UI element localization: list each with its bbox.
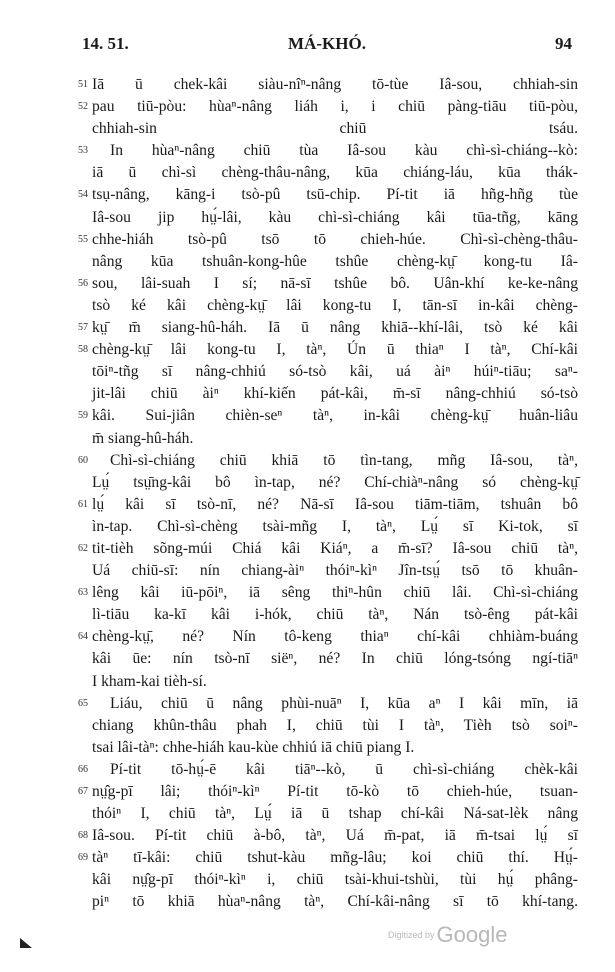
line-text: chhiah-sin chiū tsáu.	[92, 120, 578, 138]
verse-number: 67	[78, 786, 88, 797]
text-line	[78, 648, 578, 670]
line-text: tsụ-nâng, kāng-i tsò-pû tsū-chip. Pí-tit iā hñg-hñg tùe	[92, 186, 578, 204]
text-line	[78, 582, 578, 604]
verse-number: 69	[78, 852, 88, 864]
line-text: tsai lâi-tàⁿ: chhe-hiáh kau-kùe chhiú iā chiū piang I.	[92, 738, 415, 756]
line-text: jit-lâi chiū àiⁿ khí-kiến pát-kâi, m̄-sī nâng-chhiú só-tsò	[92, 385, 578, 403]
line-text: Uá chiū-sī: nín chiang-àiⁿ thóiⁿ-kìⁿ Jîn-tsṳ́ tsō tō khuân-	[92, 562, 578, 580]
text-line	[78, 869, 578, 891]
line-text: tit-tièh sõng-múi Chiá kâi Kiáⁿ, a m̄-sī? Iâ-sou chiū tàⁿ,	[92, 539, 578, 557]
text-line	[78, 428, 578, 450]
text-line	[78, 803, 578, 825]
text-line	[78, 229, 578, 251]
watermark-prefix: Digitized by	[388, 930, 435, 940]
book-title: MÁ-KHÓ.	[288, 34, 366, 53]
text-line	[78, 472, 578, 494]
line-text: Iâ-sou jip hṳ́-lâi, kàu chì-sì-chiáng kâi tūa-tñg, kāng	[92, 208, 578, 226]
text-line	[78, 162, 578, 184]
verse-number: 59	[78, 410, 88, 422]
line-text: Lṳ́ tsṳ̄ng-kâi bô ìn-tap, né? Chí-chiàⁿ-nâng só chèng-kṳ̄	[92, 473, 578, 491]
text-line	[78, 140, 578, 162]
verse-number: 51	[78, 79, 88, 90]
verse-number: 66	[78, 763, 88, 775]
verse-number: 61	[78, 498, 88, 510]
corner-mark-icon	[20, 938, 32, 948]
line-text: thóiⁿ I, chiū tàⁿ, Lṳ́ iā ū tshap chí-kâi Ná-sat-lèk nâng	[92, 805, 578, 823]
text-line	[78, 450, 578, 472]
verse-number: 56	[78, 277, 88, 289]
verse-number: 54	[78, 189, 88, 201]
text-line	[78, 781, 578, 803]
text-line	[78, 847, 578, 869]
line-text: I kham-kai tièh-sí.	[92, 672, 207, 690]
line-text: lì-tiāu ka-kī kâi i-hók, chiū tàⁿ, Nán tsò-êng pát-kâi	[92, 606, 578, 624]
line-text: tsò ké kâi chèng-kṳ̄ lâi kong-tu I, tān-sī in-kâi chèng-	[92, 296, 578, 314]
verse-number: 58	[78, 344, 88, 356]
line-text: Pí-tit tō-hṳ́-ē kâi tiāⁿ-‑kò, ū chì-sì-chiáng chèk-kâi	[110, 760, 578, 778]
text-line	[78, 715, 578, 737]
text-line	[78, 693, 578, 715]
text-line	[78, 184, 578, 206]
line-text: Liáu, chiū ū nâng phùi-nuāⁿ I, kūa aⁿ I kâi mīn, iā	[110, 694, 578, 712]
watermark-logo: Google	[436, 922, 508, 947]
text-line	[78, 361, 578, 383]
text-line	[78, 339, 578, 361]
verse-number: 65	[78, 697, 88, 709]
text-line	[78, 516, 578, 538]
digitized-watermark	[388, 922, 507, 948]
line-text: chhe-hiáh tsò-pû tsō tō chieh-húe. Chì-sì-chèng-thâu-	[92, 230, 578, 248]
text-body	[78, 74, 578, 914]
verse-number: 60	[78, 454, 88, 466]
running-header	[82, 34, 572, 58]
text-line	[78, 273, 578, 295]
text-line	[78, 494, 578, 516]
text-line	[78, 671, 578, 693]
text-line	[78, 207, 578, 229]
text-line	[78, 538, 578, 560]
text-line	[78, 251, 578, 273]
line-text: iā ū chì-sì chèng-thâu-nâng, kūa chiáng-láu, kūa thák-	[92, 164, 578, 182]
text-line	[78, 759, 578, 781]
line-text: lṳ́ kâi sī tsò-nī, né? Nā-sī Iâ-sou tiām-tiām, tshuân bô	[92, 495, 578, 513]
text-line	[78, 96, 578, 118]
chapter-verse-ref: 14. 51.	[82, 34, 129, 53]
text-line	[78, 118, 578, 140]
line-text: kâi nṳ̂g-pī thóiⁿ-kìⁿ i, chiū tsài-khui-tshùi, tùi hṳ́ phâng-	[92, 871, 578, 889]
text-line	[78, 560, 578, 582]
line-text: Iâ-sou. Pí-tit chiū à-bô, tàⁿ, Uá m̄-pat, iā m̄-tsai lṳ́ sī	[92, 827, 578, 845]
line-text: nâng kūa tshuân-kong-hûe tshûe chèng-kṳ̄ kong-tu Iâ-	[92, 252, 578, 270]
line-text: piⁿ tō khiā hùaⁿ-nâng tàⁿ, Chí-kâi-nâng sī tō khí-tang.	[92, 893, 578, 911]
verse-number: 68	[78, 830, 88, 842]
verse-number: 57	[78, 322, 88, 334]
text-line	[78, 74, 578, 96]
line-text: sou, lâi-suah I sí; nā-sī tshûe bô. Uân-khí ke-ke-nâng	[92, 274, 578, 292]
line-text: chèng-kṳ̄, né? Nín tô-keng thiaⁿ chí-kâi chhiàm-buáng	[92, 628, 578, 646]
text-line	[78, 737, 578, 759]
page-number: 94	[555, 34, 572, 53]
line-text: tōiⁿ-tñg sī nâng-chhiú só-tsò kâi, uá àiⁿ húiⁿ-tiāu; saⁿ-	[92, 363, 578, 381]
text-line	[78, 383, 578, 405]
verse-number: 55	[78, 233, 88, 245]
text-line	[78, 604, 578, 626]
text-line	[78, 405, 578, 427]
line-text: kṳ̄ m̄ siang-hû-háh. Iā ū nâng khiā-‑khí-lâi, tsò ké kâi	[92, 319, 578, 337]
text-line	[78, 317, 578, 339]
text-line	[78, 891, 578, 913]
line-text: Chì-sì-chiáng chiū khiā tō tìn-tang, mñg Iâ-sou, tàⁿ,	[110, 451, 578, 469]
verse-number: 64	[78, 631, 88, 643]
verse-number: 62	[78, 542, 88, 554]
line-text: chiang khûn-thâu phah I, chiū tùi I tàⁿ, Tièh tsò soiⁿ-	[92, 716, 578, 734]
line-text: tàⁿ tī-kâi: chiū tshut-kàu mñg-lâu; koi chiū thí. Hṳ́-	[92, 849, 578, 867]
line-text: chèng-kṳ̄ lâi kong-tu I, tàⁿ, Ún ū thiaⁿ I tàⁿ, Chí-kâi	[92, 341, 578, 359]
line-text: Iā ū chek-kâi siàu-nîⁿ-nâng tō-tùe Iâ-sou, chhiah-sin	[92, 76, 578, 93]
text-line	[78, 825, 578, 847]
line-text: In hùaⁿ-nâng chiū tùa Iâ-sou kàu chì-sì-chiáng-‑kò:	[110, 142, 578, 160]
line-text: pau tiū-pòu: hùaⁿ-nâng liáh i, i chiū pàng-tiāu tiū-pòu,	[92, 98, 578, 116]
line-text: nṳ̂g-pī lâi; thóiⁿ-kìⁿ Pí-tit tō-kò tō chieh-húe, tsuan-	[92, 783, 578, 800]
text-line	[78, 295, 578, 317]
line-text: lêng kâi iū-pōiⁿ, iā sêng thiⁿ-hûn chiū lâi. Chì-sì-chiáng	[92, 584, 578, 602]
verse-number: 63	[78, 587, 88, 599]
line-text: ìn-tap. Chì-sì-chèng tsài-mñg I, tàⁿ, Lṳ́ sī Ki-tok, sī	[92, 517, 578, 535]
line-text: kâi ūe: nín tsò-nī siëⁿ, né? In chiū lóng-tsóng ngí-tiāⁿ	[92, 650, 578, 668]
line-text: kâi. Sui-jiân chièn-seⁿ tàⁿ, in-kâi chèng-kṳ̄ huân-liâu	[92, 407, 578, 425]
text-line	[78, 626, 578, 648]
verse-number: 53	[78, 145, 88, 157]
verse-number: 52	[78, 101, 88, 113]
line-text: m̄ siang-hû-háh.	[92, 429, 194, 447]
